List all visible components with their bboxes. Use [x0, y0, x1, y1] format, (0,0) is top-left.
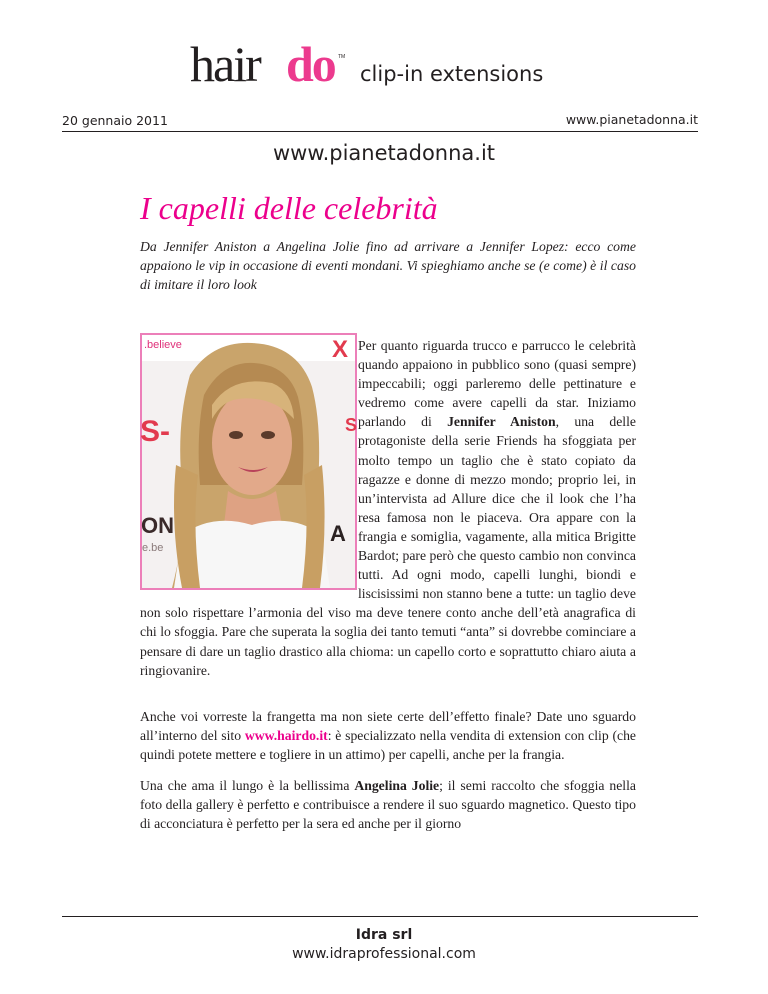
article-paragraph	[140, 336, 636, 680]
source-site-title: www.pianetadonna.it	[272, 141, 496, 165]
logo-hair-text: hair	[190, 36, 260, 92]
hairdo-link[interactable]: www.hairdo.it	[244, 728, 328, 744]
celebrity-name: Jennifer Aniston	[447, 414, 556, 430]
paragraph-text: : è specializzato nella vendita di extension con clip (che quindi potete mettere e togliere in un attimo) per capelli, anche per la frangia.	[140, 728, 636, 763]
header-divider	[62, 131, 698, 132]
photo-backdrop-text: .believe	[144, 339, 182, 351]
footer-company: Idra srl	[355, 927, 413, 943]
header-site: www.pianetadonna.it	[565, 112, 698, 127]
photo-backdrop-text: S-	[140, 415, 170, 448]
celebrity-name: Angelina Jolie	[354, 778, 440, 793]
logo-tagline: clip-in extensions	[360, 62, 544, 86]
article-paragraph	[140, 776, 636, 833]
footer-website[interactable]: www.idraprofessional.com	[292, 946, 476, 962]
article-title: I capelli delle celebrità	[140, 190, 438, 226]
paragraph-text: Una che ama il lungo è la bellissima	[140, 778, 355, 793]
paragraph-text: Per quanto riguarda trucco e parrucco le celebrità quando appaiono in pubblico sono (quasi sempre) impeccabili; oggi parleremo delle pettinature e vedremo come avere capelli da star. Iniziamo parlando di	[358, 338, 636, 430]
photo-backdrop-text: e.be	[142, 542, 164, 554]
footer-divider	[62, 916, 698, 917]
header-date: 20 gennaio 2011	[62, 113, 168, 128]
paragraph-text: Anche voi vorreste la frangetta ma non siete certe dell’effetto finale? Date uno sguardo all’interno del sito	[140, 709, 636, 744]
logo-trademark: TM	[338, 54, 346, 60]
photo-backdrop-text: ON	[141, 513, 174, 538]
photo-wrap-spacer	[139, 336, 358, 600]
photo-backdrop-text: X	[332, 336, 349, 363]
paragraph-text: , una delle protagoniste della serie Friends ha sfoggiata per molto tempo un taglio che è stato copiato da ragazze e donne di mezzo mondo; proprio lei, in un’intervista ad Allure dice che il look che l’ha resa famosa non le piaceva. Ora appare con la frangia e somiglia, vagamente, alla mitica Brigitte Bardot; pare però che questo cambio non convinca tutti. Ad ogni modo, capelli lunghi, biondi e liscisissimi non stanno bene a tutte: un taglio deve non solo rispettare l’armonia del viso ma deve tenere conto anche dell’età anagrafica di chi lo sfoggia. Pare che superata la soglia dei tanto temuti “anta” si dovrebbe cominciare a pensare di dare un taglio drastico alla chioma: un capello corto e soprattutto chiaro aiuta a ringiovanire.	[140, 414, 636, 678]
photo-backdrop-text: A	[330, 521, 346, 546]
article-lead: Da Jennifer Aniston a Angelina Jolie fino ad arrivare a Jennifer Lopez: ecco come appaiono le vip in occasione di eventi mondani. Vi spieghiamo anche se (e come) è il caso di imitare il loro look	[140, 239, 636, 292]
paragraph-text: ; il semi raccolto che sfoggia nella foto della gallery è perfetto e contribuisce a rendere il suo sguardo magnetico. Questo tipo di acconciatura è perfetto per la sera ed anche per il giorno	[140, 778, 636, 832]
article-paragraph	[140, 707, 636, 764]
logo-do-text: do	[286, 36, 335, 92]
photo-backdrop-text: S	[345, 415, 358, 435]
